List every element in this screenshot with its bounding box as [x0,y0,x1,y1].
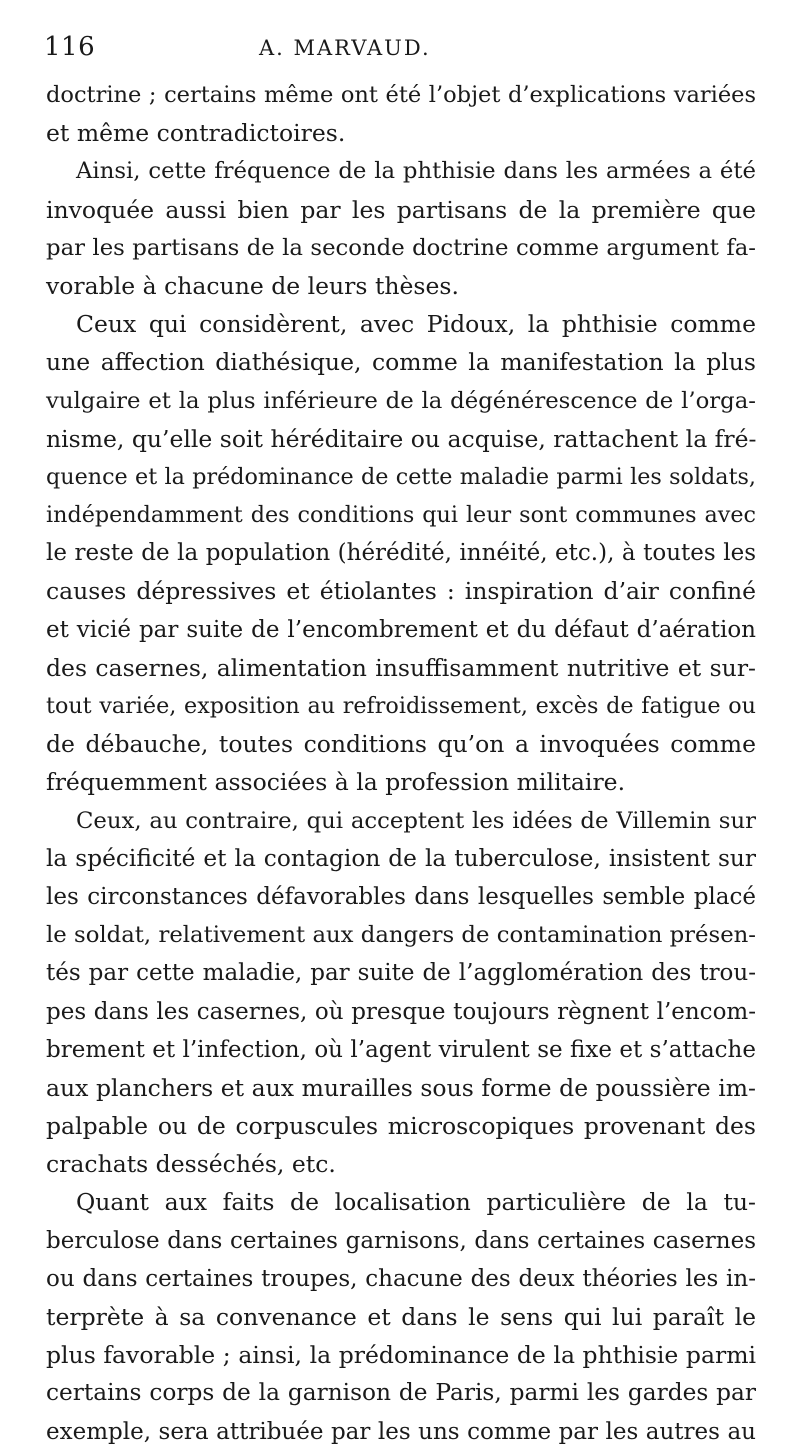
page-number: 116 [44,32,96,62]
text-line: Ainsi, cette fréquence de la phthisie dans les armées a été [76,158,756,185]
text-line: exemple, sera attribuée par les uns comme par les autres au [46,1418,756,1445]
text-line: par les partisans de la seconde doctrine comme argument fa- [46,234,756,261]
text-line: le reste de la population (hérédité, innéité, etc.), à toutes les [46,540,756,567]
text-line: le soldat, relativement aux dangers de contamination présen- [46,922,756,949]
text-line: tout variée, exposition au refroidissement, excès de fatigue ou [46,693,756,719]
text-line: brement et l’infection, où l’agent virulent se fixe et s’attache [46,1036,756,1063]
text-line: plus favorable ; ainsi, la prédominance de la phthisie parmi [46,1341,756,1370]
text-line: et vicié par suite de l’encombrement et du défaut d’aération [46,616,756,643]
text-line: de débauche, toutes conditions qu’on a invoquées comme [46,730,756,759]
running-head: A. MARVAUD. [259,36,431,60]
text-line: tés par cette maladie, par suite de l’agglomération des trou- [46,960,756,987]
text-line: causes dépressives et étiolantes : inspiration d’air confiné [46,577,756,606]
text-line: Quant aux faits de localisation particulière de la tu- [76,1188,756,1217]
body-text [46,76,756,1451]
text-line: certains corps de la garnison de Paris, parmi les gardes par [46,1379,756,1407]
text-line: invoquée aussi bien par les partisans de la première que [46,195,756,224]
text-line: Ceux, au contraire, qui acceptent les idées de Villemin sur [76,807,756,834]
text-line: fréquemment associées à la profession militaire. [46,768,626,797]
text-line: la spécificité et la contagion de la tuberculose, insistent sur [46,844,756,872]
text-line: vulgaire et la plus inférieure de la dégénérescence de l’orga- [46,387,756,414]
text-line: des casernes, alimentation insuffisamment nutritive et sur- [46,653,756,682]
text-line: berculose dans certaines garnisons, dans certaines casernes [46,1227,756,1254]
text-line: doctrine ; certains même ont été l’objet d’explications variées [46,82,756,108]
page-header [44,28,756,68]
text-line: terprète à sa convenance et dans le sens qui lui paraît le [46,1303,756,1331]
text-line: ou dans certaines troupes, chacune des deux théories les in- [46,1265,756,1292]
text-line: nisme, qu’elle soit héréditaire ou acquise, rattachent la fré- [46,424,757,453]
text-line: palpable ou de corpuscules microscopiques provenant des [46,1112,756,1141]
text-line: aux planchers et aux murailles sous forme de poussière im- [46,1073,756,1102]
text-line: quence et la prédominance de cette maladie parmi les soldats, [46,463,756,490]
text-line: une affection diathésique, comme la manifestation la plus [46,348,756,377]
text-line: crachats desséchés, etc. [46,1150,336,1179]
text-line: Ceux qui considèrent, avec Pidoux, la phthisie comme [76,310,756,339]
text-line: les circonstances défavorables dans lesquelles semble placé [46,883,756,910]
text-line: vorable à chacune de leurs thèses. [46,271,459,300]
text-line: pes dans les casernes, où presque toujours règnent l’encom- [46,998,756,1025]
text-line: et même contradictoires. [46,119,346,148]
text-line: indépendamment des conditions qui leur sont communes avec [46,502,756,529]
